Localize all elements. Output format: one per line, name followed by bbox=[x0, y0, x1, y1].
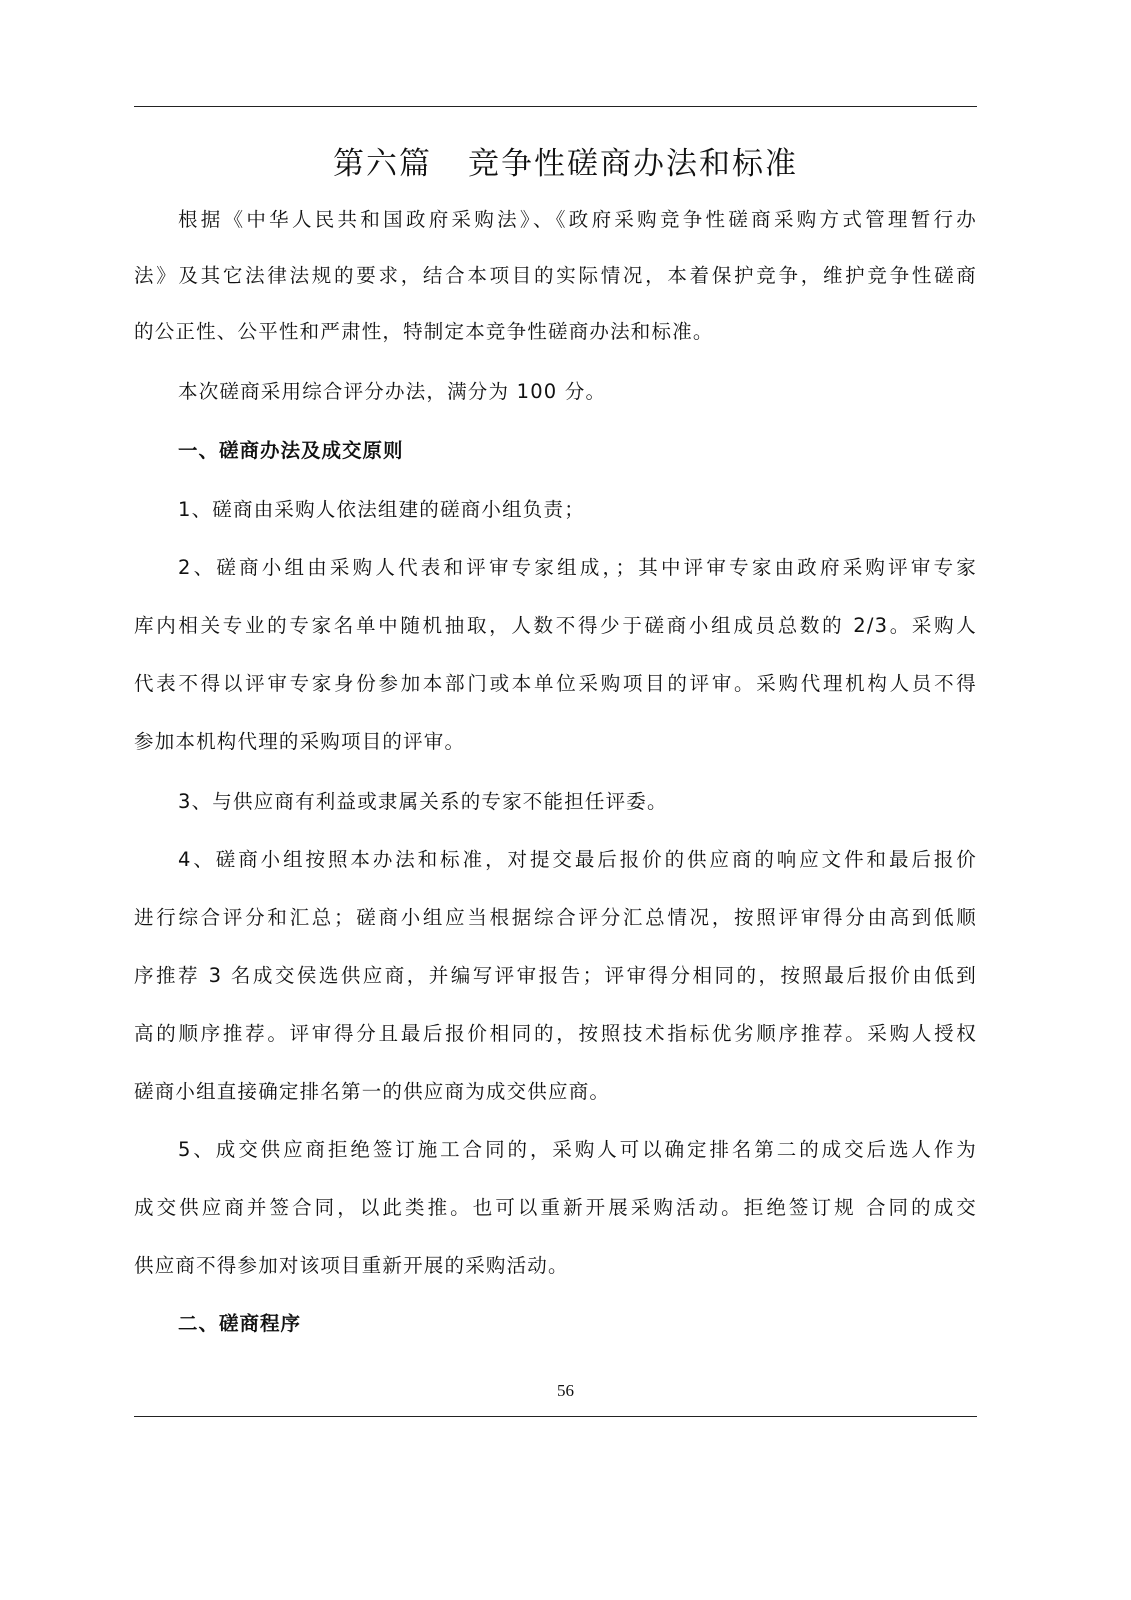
item-2-line-4: 参加本机构代理的采购项目的评审。 bbox=[134, 730, 466, 753]
item-5-line-3: 供应商不得参加对该项目重新开展的采购活动。 bbox=[134, 1254, 569, 1277]
item-4-line-4: 高的顺序推荐。评审得分且最后报价相同的，按照技术指标优劣顺序推荐。采购人授权 bbox=[134, 1022, 977, 1045]
item-4-line-1: 4、磋商小组按照本办法和标准，对提交最后报价的供应商的响应文件和最后报价 bbox=[178, 848, 977, 871]
title-part: 第六篇 bbox=[333, 146, 432, 182]
section-2-heading: 二、磋商程序 bbox=[178, 1312, 302, 1335]
item-1: 1、磋商由采购人依法组建的磋商小组负责； bbox=[178, 498, 585, 521]
item-2-line-1: 2、磋商小组由采购人代表和评审专家组成，；其中评审专家由政府采购评审专家 bbox=[178, 556, 977, 579]
item-3: 3、与供应商有利益或隶属关系的专家不能担任评委。 bbox=[178, 790, 668, 813]
title-name: 竞争性磋商办法和标准 bbox=[468, 146, 798, 182]
header-rule bbox=[134, 106, 977, 107]
item-4-line-3: 序推荐 3 名成交侯选供应商，并编写评审报告；评审得分相同的，按照最后报价由低到 bbox=[134, 964, 977, 987]
item-4-line-5: 磋商小组直接确定排名第一的供应商为成交供应商。 bbox=[134, 1080, 611, 1103]
page-title bbox=[0, 138, 1131, 183]
item-5-line-1: 5、成交供应商拒绝签订施工合同的，采购人可以确定排名第二的成交后选人作为 bbox=[178, 1138, 977, 1161]
page-number: 56 bbox=[557, 1381, 574, 1400]
item-4-line-2: 进行综合评分和汇总；磋商小组应当根据综合评分汇总情况，按照评审得分由高到低顺 bbox=[134, 906, 977, 929]
intro-line-3: 的公正性、公平性和严肃性，特制定本竞争性磋商办法和标准。 bbox=[134, 320, 714, 343]
intro-line-2: 法》及其它法律法规的要求，结合本项目的实际情况，本着保护竞争，维护竞争性磋商 bbox=[134, 264, 977, 287]
intro-line-1: 根据《中华人民共和国政府采购法》、《政府采购竞争性磋商采购方式管理暂行办 bbox=[178, 208, 977, 231]
item-2-line-3: 代表不得以评审专家身份参加本部门或本单位采购项目的评审。采购代理机构人员不得 bbox=[134, 672, 977, 695]
footer-rule bbox=[134, 1416, 977, 1417]
section-1-heading: 一、磋商办法及成交原则 bbox=[178, 439, 404, 462]
scoring-paragraph: 本次磋商采用综合评分办法，满分为 100 分。 bbox=[178, 380, 607, 403]
item-5-line-2: 成交供应商并签合同，以此类推。也可以重新开展采购活动。拒绝签订规 合同的成交 bbox=[134, 1196, 977, 1219]
item-2-line-2: 库内相关专业的专家名单中随机抽取，人数不得少于磋商小组成员总数的 2/3。采购人 bbox=[134, 614, 977, 637]
